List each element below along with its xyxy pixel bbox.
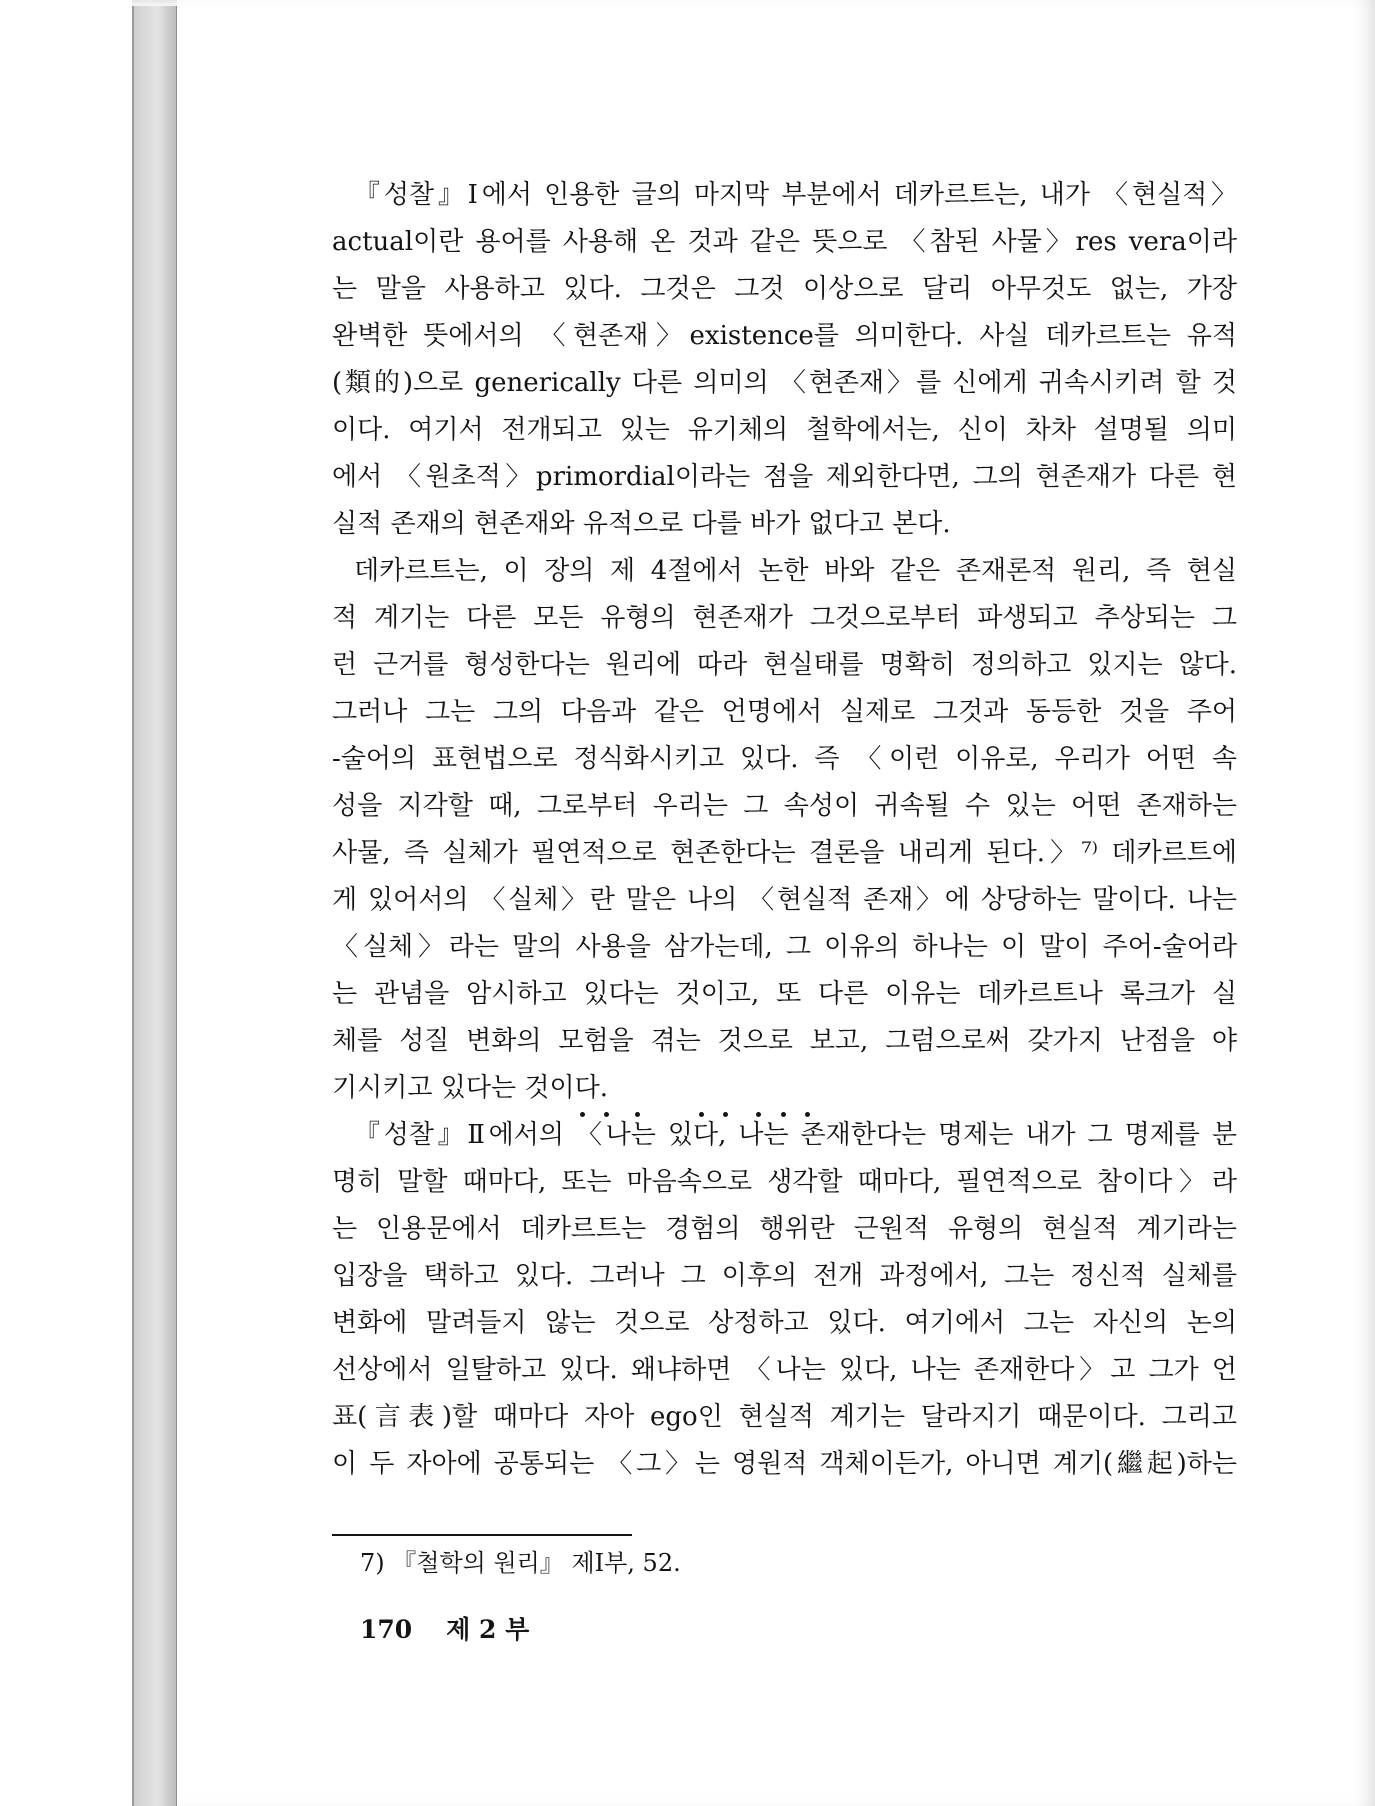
text-line: 『성찰』Ⅱ에서의 〈나는 있다, 나는 존재한다는 명제는 내가 그 명제를 분 — [354, 1120, 1237, 1150]
emphasis-dot — [604, 1112, 609, 1117]
text-line: 데카르트는, 이 장의 제 4절에서 논한 바와 같은 존재론적 원리, 즉 현실 — [354, 556, 1237, 586]
text-line: 게 있어서의 〈실체〉란 말은 나의 〈현실적 존재〉에 상당하는 말이다. 나는 — [332, 885, 1237, 915]
emphasis-dot — [805, 1112, 810, 1117]
footnote-rule — [332, 1534, 632, 1536]
text-line: 그러나 그는 그의 다음과 같은 언명에서 실제로 그것과 동등한 것을 주어 — [332, 697, 1237, 727]
paragraph-3 — [332, 1112, 1237, 1488]
text-line: 입장을 택하고 있다. 그러나 그 이후의 전개 과정에서, 그는 정신적 실체를 — [332, 1261, 1237, 1291]
text-line: 기시키고 있다는 것이다. — [332, 1073, 608, 1103]
emphasis-dot — [781, 1112, 786, 1117]
text-line: 사물, 즉 실체가 필연적으로 현존한다는 결론을 내리게 된다.〉⁷⁾ 데카르트에 — [332, 838, 1237, 868]
text-line: 완벽한 뜻에서의 〈현존재〉existence를 의미한다. 사실 데카르트는 유적 — [332, 321, 1237, 351]
text-line: 는 관념을 암시하고 있다는 것이고, 또 다른 이유는 데카르트나 록크가 실 — [332, 979, 1237, 1009]
text-line: 『성찰』Ⅰ에서 인용한 글의 마지막 부분에서 데카르트는, 내가 〈현실적〉 — [354, 180, 1237, 210]
emphasis-dot — [756, 1112, 761, 1117]
text-line: 명히 말할 때마다, 또는 마음속으로 생각할 때마다, 필연적으로 참이다〉라 — [332, 1167, 1237, 1197]
emphasis-dot — [723, 1112, 728, 1117]
body-text — [332, 172, 1237, 1488]
text-line: 표(言表)할 때마다 자아 ego인 현실적 계기는 달라지기 때문이다. 그리고 — [332, 1402, 1237, 1432]
page-footer — [360, 1610, 529, 1646]
text-line: 런 근거를 형성한다는 원리에 따라 현실태를 명확히 정의하고 있지는 않다. — [332, 650, 1237, 680]
text-line: 체를 성질 변화의 모험을 겪는 것으로 보고, 그럼으로써 갖가지 난점을 야 — [332, 1026, 1237, 1056]
text-line: 〈실체〉라는 말의 사용을 삼가는데, 그 이유의 하나는 이 말이 주어-술어라 — [332, 932, 1237, 962]
text-line: -술어의 표현법으로 정식화시키고 있다. 즉 〈이런 이유로, 우리가 어떤 속 — [332, 744, 1237, 774]
emphasis-dot — [699, 1112, 704, 1117]
text-line: actual이란 용어를 사용해 온 것과 같은 뜻으로 〈참된 사물〉res vera이라 — [332, 227, 1237, 257]
text-line: 이다. 여기서 전개되고 있는 유기체의 철학에서는, 신이 차차 설명될 의미 — [332, 415, 1237, 445]
text-line: 선상에서 일탈하고 있다. 왜냐하면 〈나는 있다, 나는 존재한다〉고 그가 언 — [332, 1355, 1237, 1385]
page-number: 170 — [360, 1615, 413, 1644]
part-label: 제 2 부 — [446, 1615, 530, 1644]
text-line: 변화에 말려들지 않는 것으로 상정하고 있다. 여기에서 그는 자신의 논의 — [332, 1308, 1237, 1338]
emphasis-dot — [580, 1112, 585, 1117]
text-line: 이 두 자아에 공통되는 〈그〉는 영원적 객체이든가, 아니면 계기(繼起)하는 — [332, 1449, 1237, 1479]
text-line: 적 계기는 다른 모든 유형의 현존재가 그것으로부터 파생되고 추상되는 그 — [332, 603, 1237, 633]
text-line: 는 인용문에서 데카르트는 경험의 행위란 근원적 유형의 현실적 계기라는 — [332, 1214, 1237, 1244]
text-line: (類的)으로 generically 다른 의미의 〈현존재〉를 신에게 귀속시키려 할 것 — [332, 368, 1237, 398]
footnote: 7) 『철학의 원리』 제Ⅰ부, 52. — [360, 1549, 681, 1577]
emphasis-dot — [635, 1112, 640, 1117]
paragraph-1 — [332, 172, 1237, 548]
book-spine — [132, 0, 177, 1806]
text-line: 실적 존재의 현존재와 유적으로 다를 바가 없다고 본다. — [332, 509, 951, 539]
text-line: 에서 〈원초적〉primordial이라는 점을 제외한다면, 그의 현존재가 다른 현 — [332, 462, 1237, 492]
text-line: 성을 지각할 때, 그로부터 우리는 그 속성이 귀속될 수 있는 어떤 존재하는 — [332, 791, 1237, 821]
emphasis-dots — [332, 1112, 1237, 1122]
text-line: 는 말을 사용하고 있다. 그것은 그것 이상으로 달리 아무것도 없는, 가장 — [332, 274, 1237, 304]
paragraph-2 — [332, 548, 1237, 1112]
